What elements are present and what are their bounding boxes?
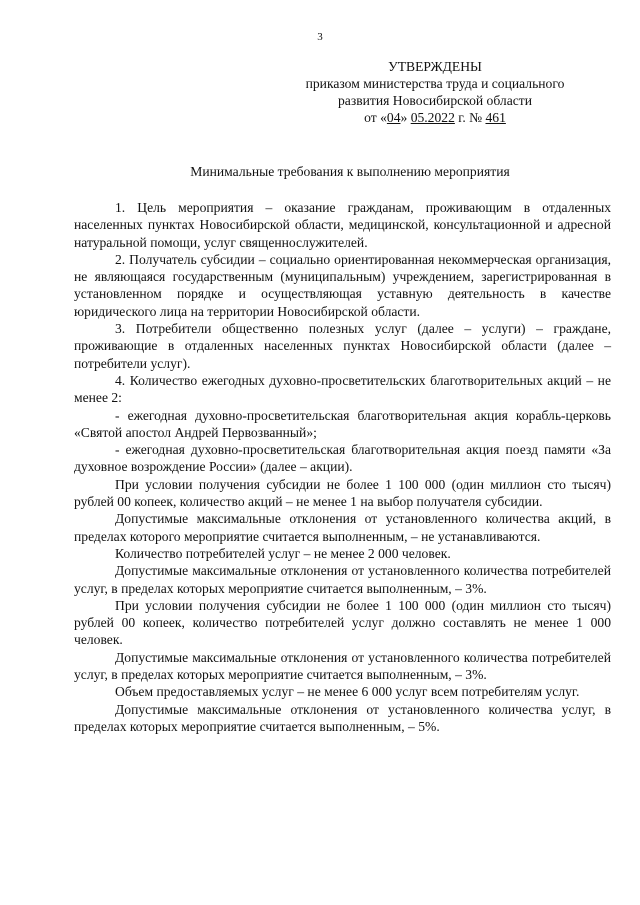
paragraph-consumers-deviation: Допустимые максимальные отклонения от установленного количества потребителей услуг, в пределах которых мероприятие считается выполненным, – 3%. <box>74 563 611 596</box>
order-number: 461 <box>485 110 506 125</box>
page-number: 3 <box>317 31 323 43</box>
date-prefix: от « <box>364 110 387 125</box>
paragraph-subsidy-consumers: При условии получения субсидии не более 1 100 000 (один миллион сто тысяч) рублей 00 копеек, количество потребителей услуг должно составлять не менее 1 000 человек. <box>74 597 611 648</box>
approval-line-ministry: приказом министерства труда и социального <box>305 76 565 91</box>
date-mid: » <box>400 110 411 125</box>
paragraph-subsidy-actions: При условии получения субсидии не более 1 100 000 (один миллион сто тысяч) рублей 00 копеек, количество акций – не менее 1 на выбор получателя субсидии. <box>74 476 611 510</box>
paragraph-services-volume: Объем предоставляемых услуг – не менее 6 000 услуг всем потребителям услуг. <box>115 684 580 700</box>
paragraph-consumers-deviation-2: Допустимые максимальные отклонения от установленного количества потребителей услуг, в пределах которых мероприятие считается выполненным, – 3%. <box>74 649 611 683</box>
paragraph-actions-count: 4. Количество ежегодных духовно-просветительских благотворительных акций – не менее 2: <box>74 372 611 406</box>
paragraph-recipient: 2. Получатель субсидии – социально ориентированная некоммерческая организация, не являющаяся государственным (муниципальным) учреждением, зарегистрированная в установленном порядке и осуществляющая уставную деятельность в качестве юридического лица на территории Новосибирской области. <box>74 251 611 319</box>
document-body <box>74 199 611 735</box>
paragraph-services-deviation: Допустимые максимальные отклонения от установленного количества услуг, в пределах которых мероприятие считается выполненным, – 5%. <box>74 701 611 734</box>
approval-line-region: развития Новосибирской области <box>338 93 532 108</box>
paragraph-actions-deviation: Допустимые максимальные отклонения от установленного количества акций, в пределах которого мероприятие считается выполненным, – не устанавливаются. <box>74 511 611 544</box>
date-day: 04 <box>386 110 401 125</box>
approval-date-line <box>300 109 570 126</box>
number-prefix: г. № <box>454 110 486 125</box>
paragraph-action-ship: - ежегодная духовно-просветительская благотворительная акция корабль-церковь «Святой апостол Андрей Первозванный»; <box>74 407 611 440</box>
paragraph-goal: 1. Цель мероприятия – оказание гражданам, проживающим в отдаленных населенных пунктах Новосибирской области, медицинской, консультационной и адресной натуральной помощи, услуг священнослужителей. <box>74 200 611 250</box>
paragraph-action-train: - ежегодная духовно-просветительская благотворительная акция поезд памяти «За духовное возрождение России» (далее – акции). <box>74 442 611 475</box>
paragraph-consumers-count: Количество потребителей услуг – не менее 2 000 человек. <box>115 545 451 561</box>
approval-heading: УТВЕРЖДЕНЫ <box>388 59 482 74</box>
paragraph-consumers: 3. Потребители общественно полезных услуг (далее – услуги) – граждане, проживающие в отдаленных населенных пунктах Новосибирской области (далее – потребители услуг). <box>74 321 611 371</box>
document-title: Минимальные требования к выполнению мероприятия <box>190 164 510 179</box>
date-month-year: 05.2022 <box>410 110 455 125</box>
approval-block <box>300 58 570 126</box>
